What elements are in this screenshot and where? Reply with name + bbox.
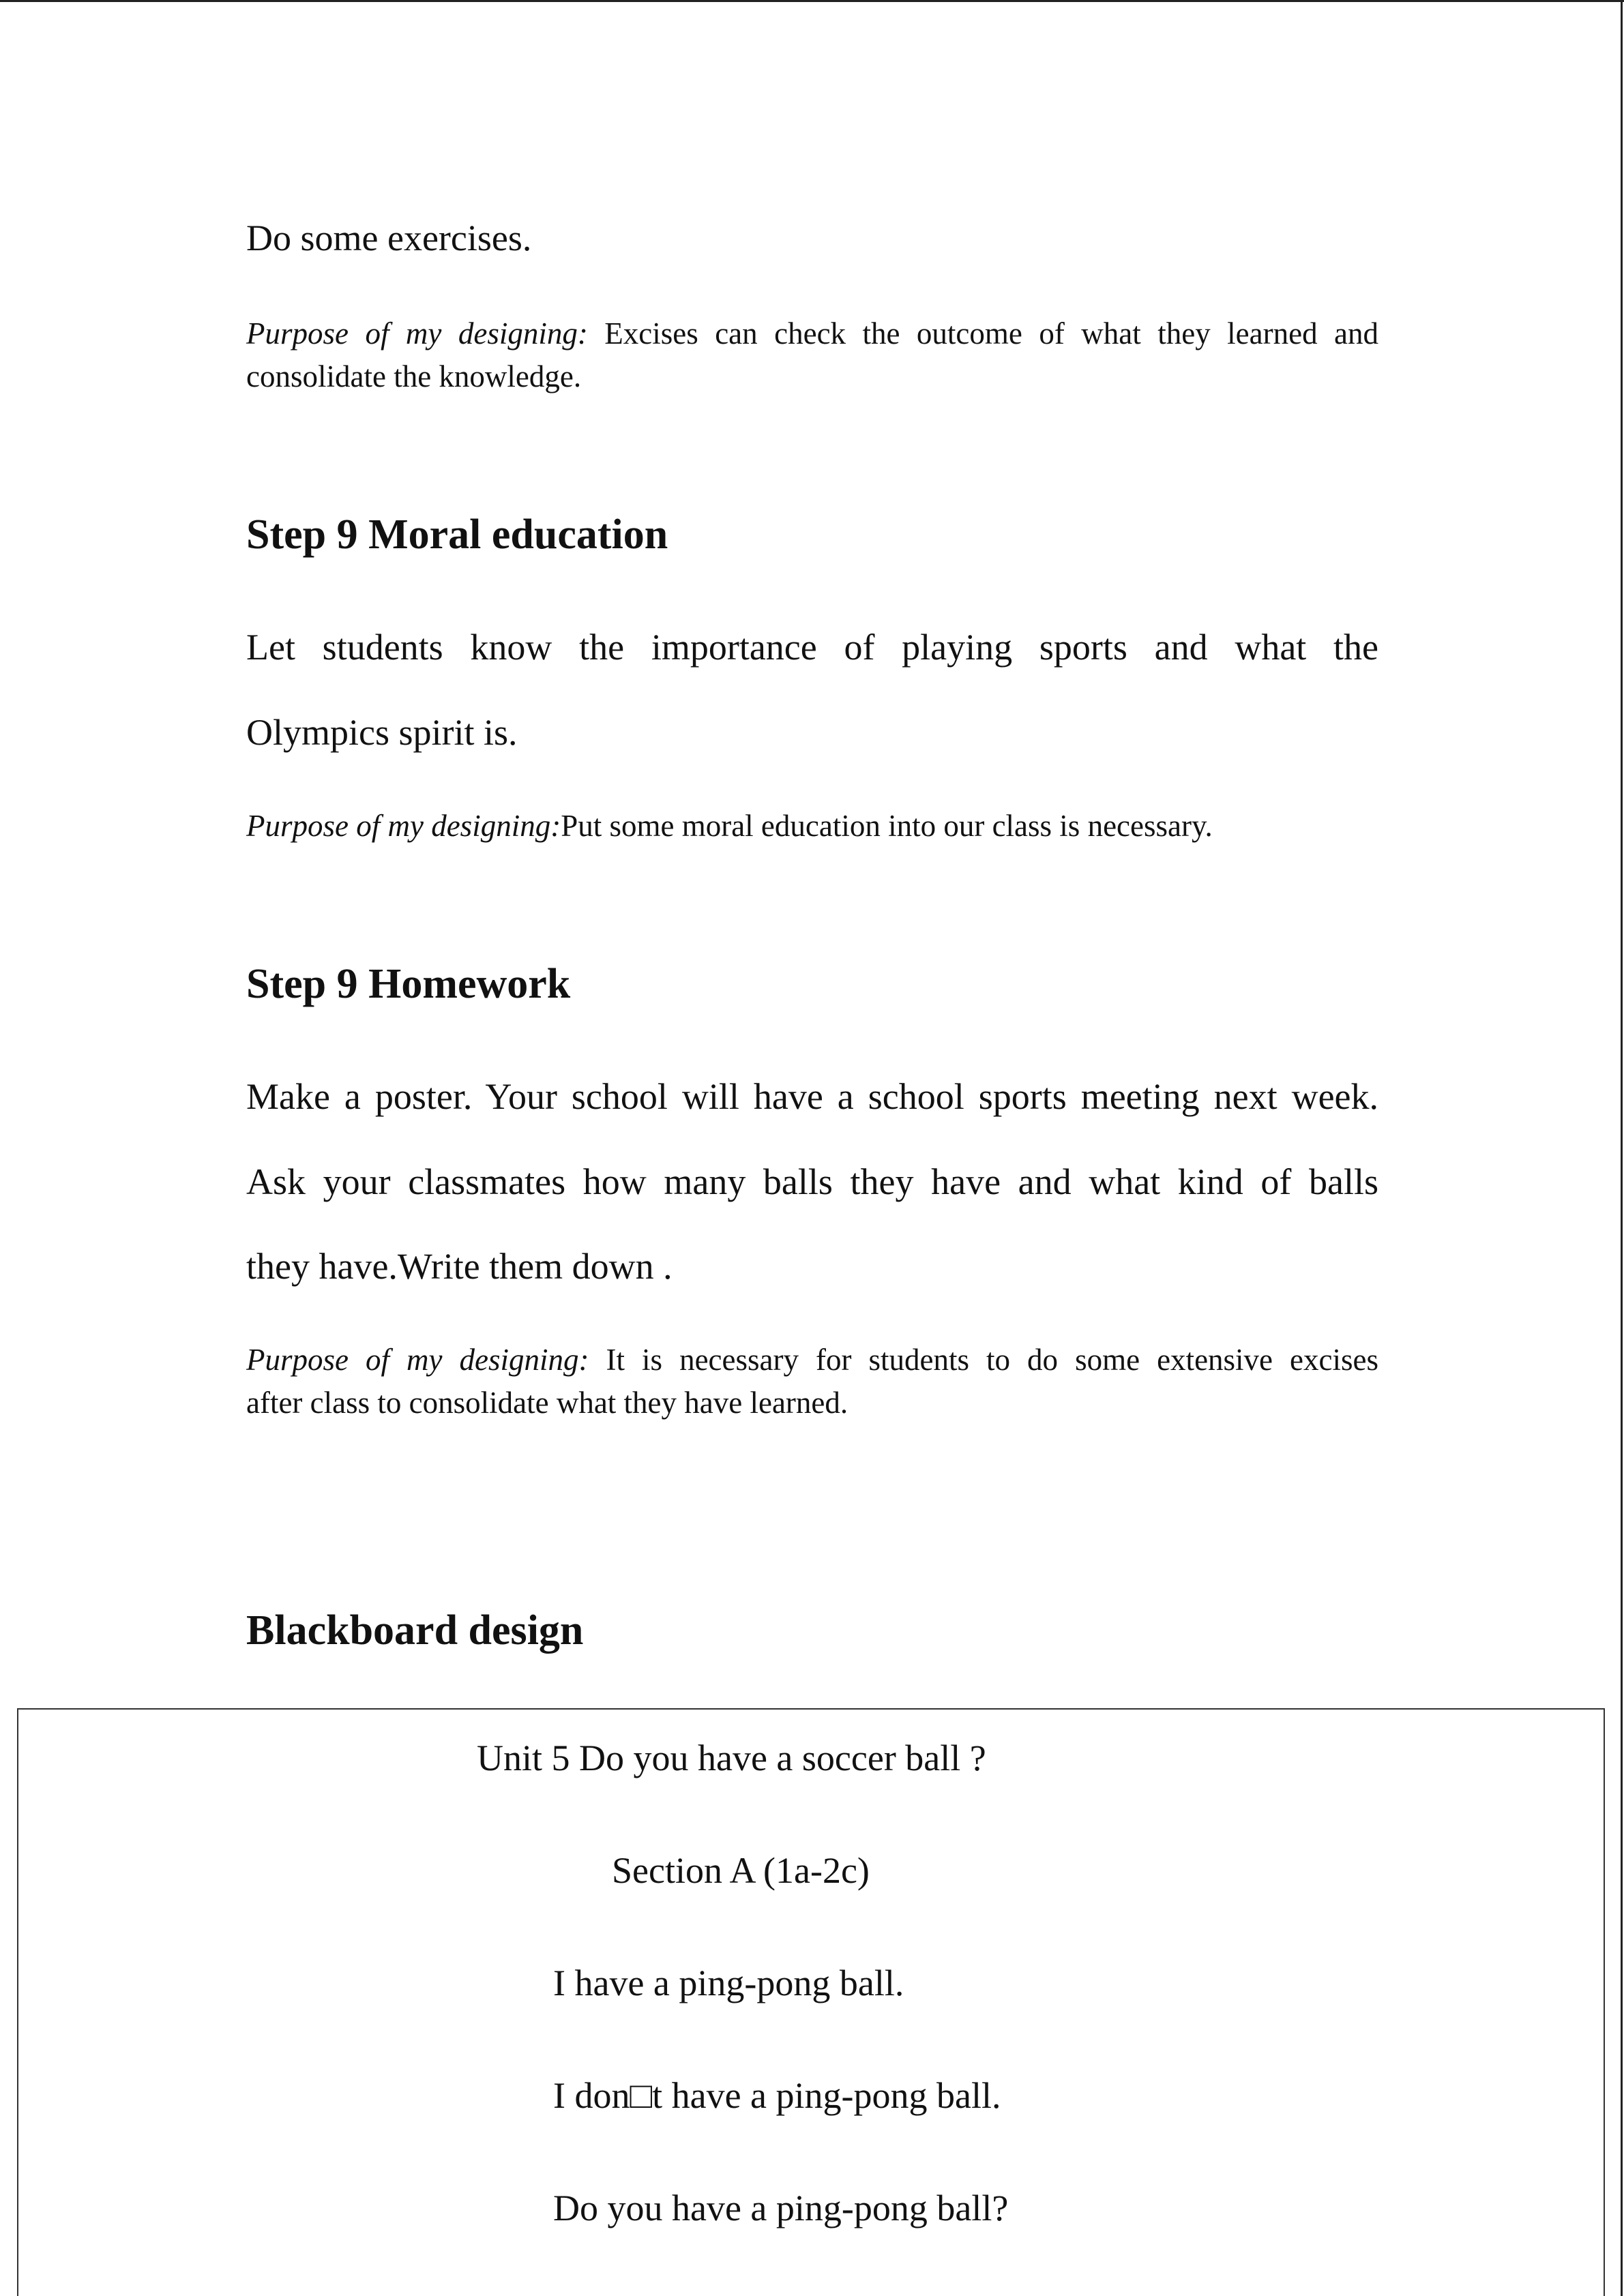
blackboard-section: Section A (1a-2c): [612, 1850, 870, 1891]
blackboard-box: [17, 1708, 1605, 2296]
purpose-text: It is necessary for students to do some extensive excises: [589, 1343, 1378, 1377]
purpose-label: Purpose of my designing:: [246, 316, 588, 351]
homework-line-2: Ask your classmates how many balls they have and what kind of balls: [246, 1161, 1378, 1202]
blackboard-title: Unit 5 Do you have a soccer ball ?: [477, 1738, 986, 1778]
moral-purpose-line: [246, 805, 1213, 847]
homework-purpose-line-1: [246, 1339, 1378, 1381]
homework-purpose-line-2: after class to consolidate what they have learned.: [246, 1386, 848, 1420]
homework-heading: Step 9 Homework: [246, 961, 571, 1007]
purpose-label: Purpose of my designing:: [246, 1343, 589, 1377]
blackboard-sentence-3: Do you have a ping-pong ball?: [553, 2188, 1009, 2228]
homework-line-1: Make a poster. Your school will have a school sports meeting next week.: [246, 1076, 1378, 1117]
page-top-border: [0, 0, 1624, 2]
purpose-label: Purpose of my designing:: [246, 809, 561, 843]
exercise-purpose-line-2: consolidate the knowledge.: [246, 359, 582, 393]
exercise-instruction: Do some exercises.: [246, 218, 532, 258]
moral-education-line-2: Olympics spirit is.: [246, 712, 518, 753]
purpose-text: Put some moral education into our class is necessary.: [561, 809, 1213, 843]
moral-education-heading: Step 9 Moral education: [246, 511, 668, 558]
purpose-text: Excises can check the outcome of what they learned and: [587, 316, 1378, 351]
page-right-border: [1621, 0, 1623, 2296]
blackboard-sentence-2: I don□t have a ping-pong ball.: [553, 2075, 1001, 2116]
blackboard-heading: Blackboard design: [246, 1607, 584, 1654]
exercise-purpose-line-1: [246, 312, 1378, 355]
moral-education-line-1: Let students know the importance of playing sports and what the: [246, 627, 1378, 668]
blackboard-sentence-1: I have a ping-pong ball.: [553, 1963, 904, 2003]
homework-line-3: they have.Write them down .: [246, 1246, 673, 1287]
